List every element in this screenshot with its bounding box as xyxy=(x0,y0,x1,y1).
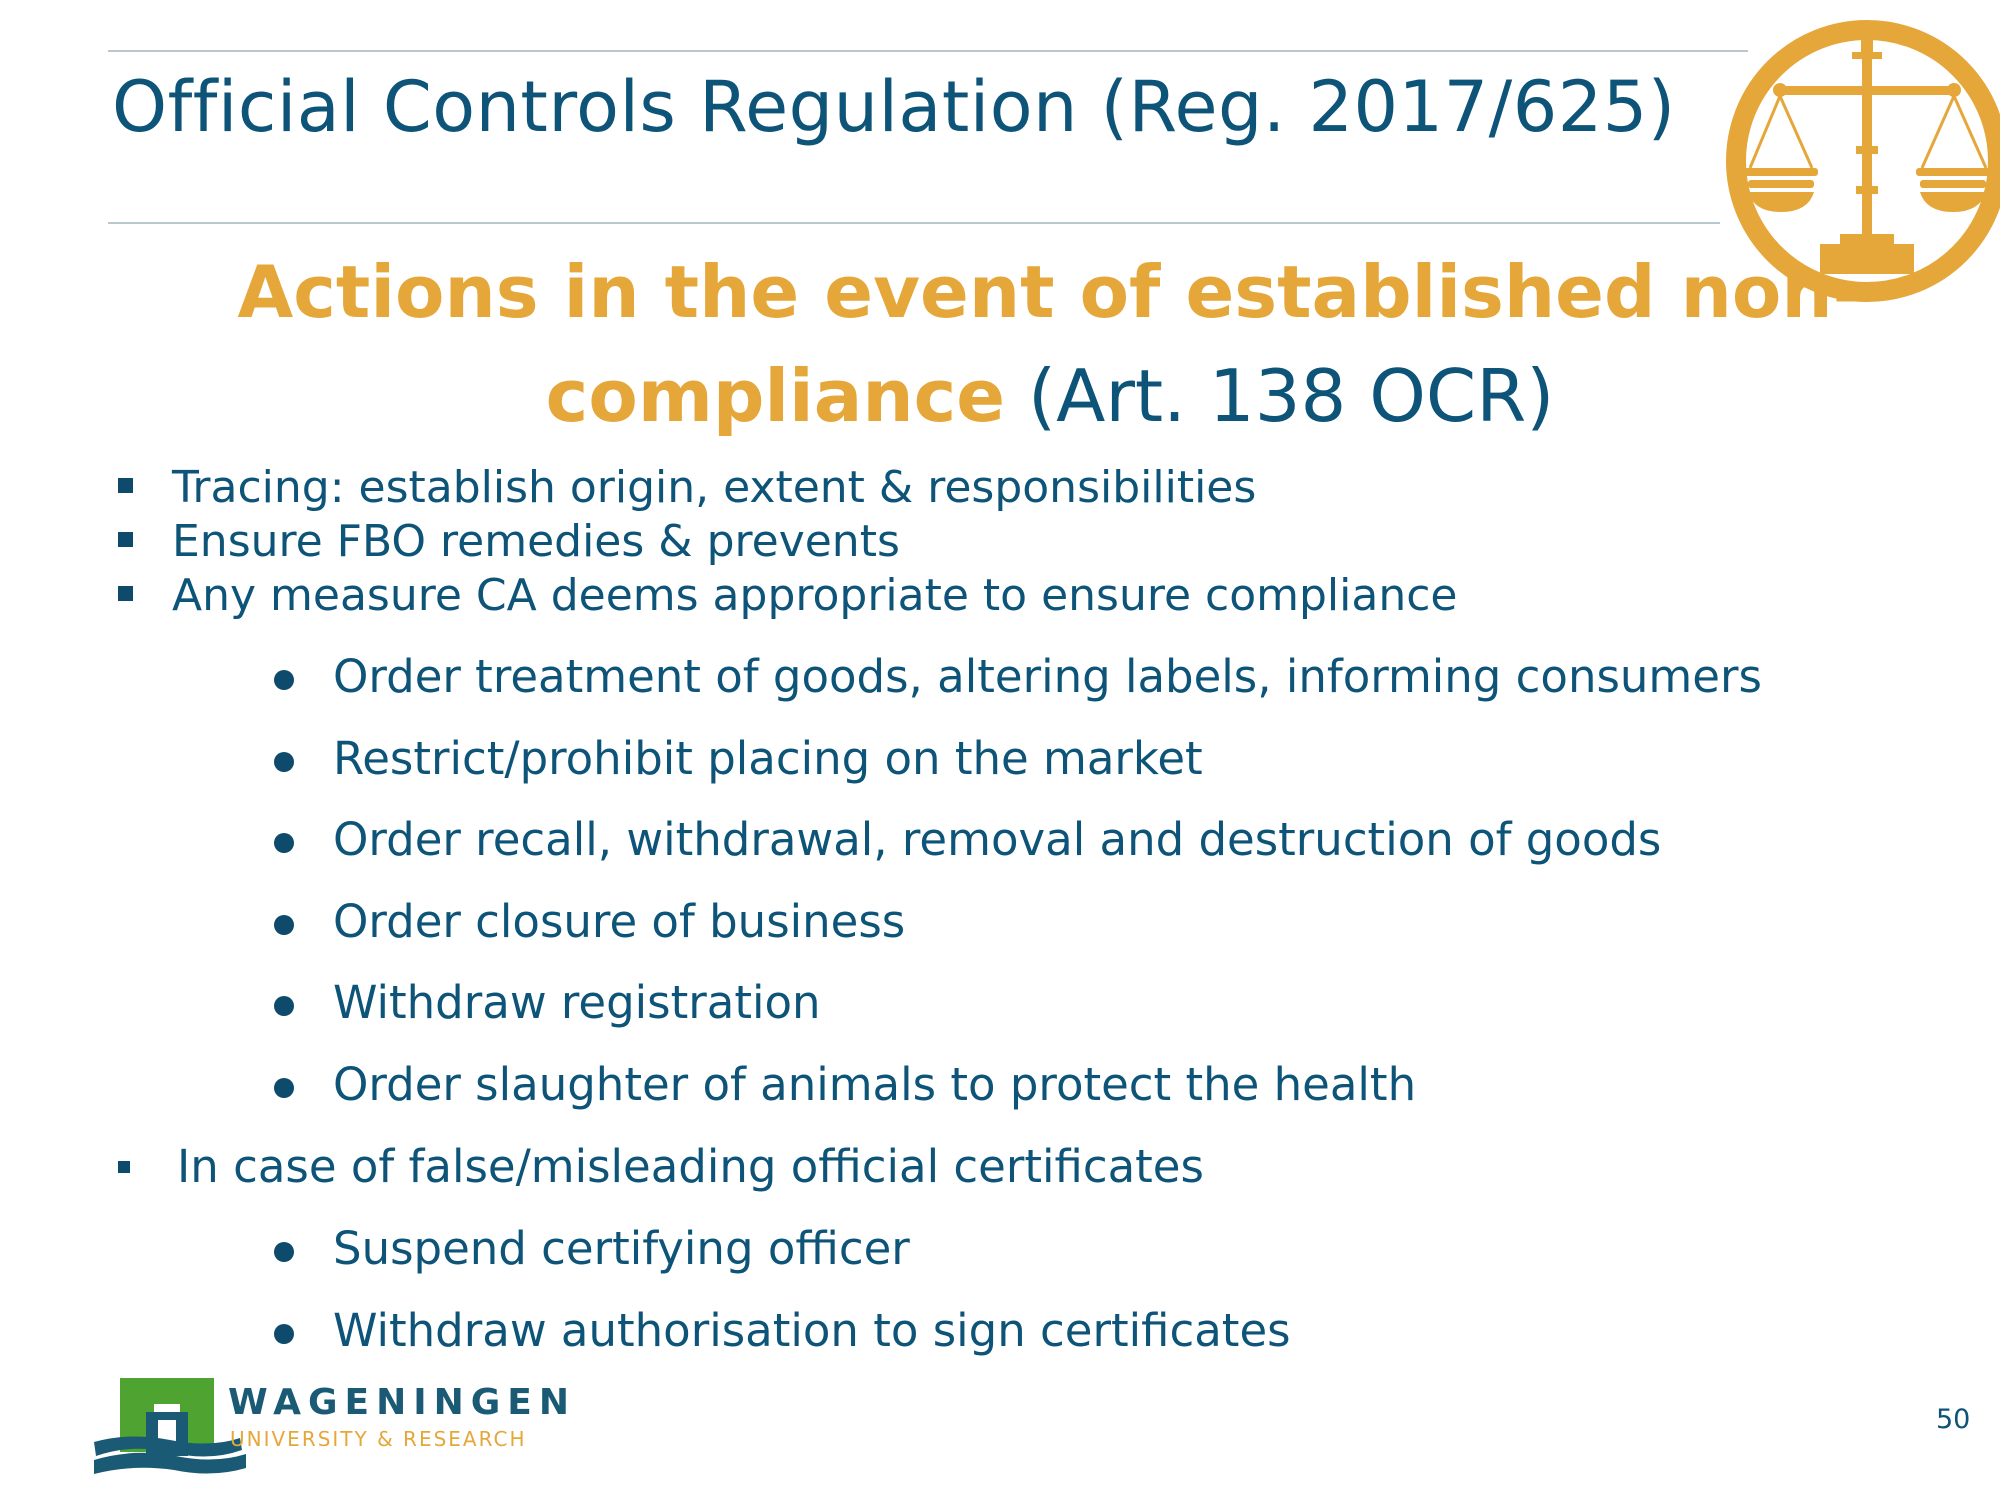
square-bullet-icon xyxy=(118,586,133,601)
wageningen-subtitle: UNIVERSITY & RESEARCH xyxy=(230,1427,527,1451)
certificate-measure-item: Withdraw authorisation to sign certificates xyxy=(333,1304,1291,1357)
round-bullet-icon xyxy=(274,996,294,1016)
measure-item: Order treatment of goods, altering labels, informing consumers xyxy=(333,650,1762,703)
round-bullet-icon xyxy=(274,1324,294,1344)
measure-item: Order slaughter of animals to protect the health xyxy=(333,1058,1416,1111)
round-bullet-icon xyxy=(274,1242,294,1262)
bullet-measures: Any measure CA deems appropriate to ensure compliance xyxy=(172,570,1458,621)
slide-title: Official Controls Regulation (Reg. 2017/625) xyxy=(112,66,1676,148)
square-bullet-icon xyxy=(118,532,133,547)
round-bullet-icon xyxy=(274,915,294,935)
certificate-measure-item: Suspend certifying officer xyxy=(333,1222,910,1275)
measure-item: Order recall, withdrawal, removal and destruction of goods xyxy=(333,813,1661,866)
measure-item: Withdraw registration xyxy=(333,976,821,1029)
round-bullet-icon xyxy=(274,833,294,853)
top-divider xyxy=(108,50,1748,52)
round-bullet-icon xyxy=(274,1078,294,1098)
subtitle-line1: Actions in the event of established non- xyxy=(237,250,1863,334)
square-bullet-icon xyxy=(118,1161,130,1173)
slide-subtitle xyxy=(200,240,1900,448)
bullet-tracing: Tracing: establish origin, extent & responsibilities xyxy=(172,462,1256,513)
round-bullet-icon xyxy=(274,752,294,772)
measure-item: Order closure of business xyxy=(333,895,905,948)
title-divider xyxy=(108,222,1720,224)
wageningen-name: WAGENINGEN xyxy=(228,1382,577,1423)
subtitle-line2: compliance xyxy=(545,354,1006,438)
measure-item: Restrict/prohibit placing on the market xyxy=(333,732,1203,785)
bullet-remedies: Ensure FBO remedies & prevents xyxy=(172,516,900,567)
square-bullet-icon xyxy=(118,478,133,493)
page-number: 50 xyxy=(1936,1404,1971,1435)
round-bullet-icon xyxy=(274,670,294,690)
article-reference: (Art. 138 OCR) xyxy=(1027,354,1555,438)
bullet-certificates: In case of false/misleading official certificates xyxy=(177,1140,1204,1193)
